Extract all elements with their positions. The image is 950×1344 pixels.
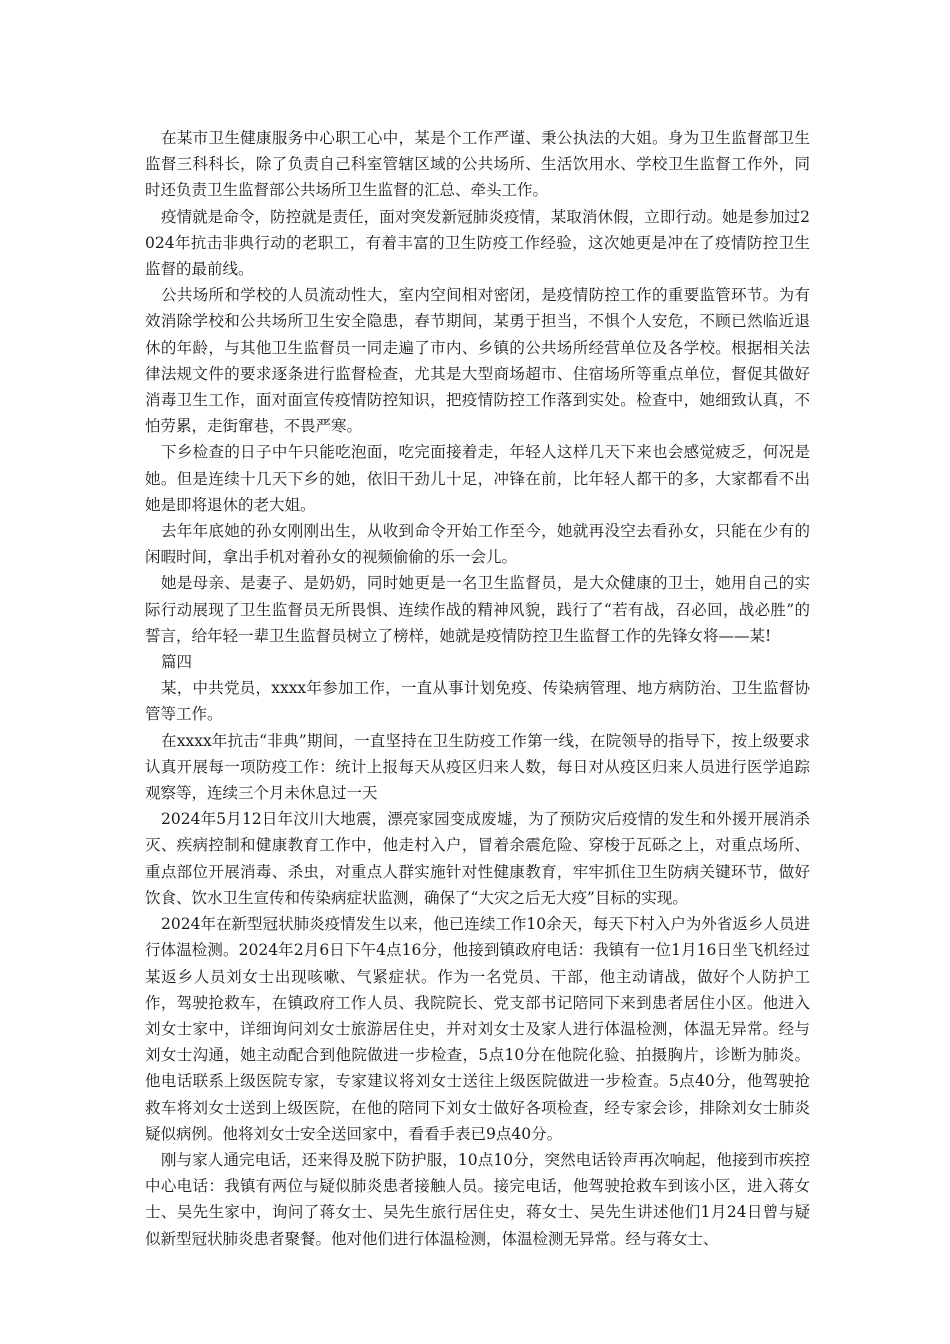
paragraph: 去年年底她的孙女刚刚出生，从收到命令开始工作至今，她就再没空去看孙女，只能在少有的闲暇时间，拿出手机对着孙女的视频偷偷的乐一会儿。	[145, 522, 810, 567]
paragraph: 她是母亲、是妻子、是奶奶，同时她更是一名卫生监督员，是大众健康的卫士，她用自己的实际行动展现了卫生监督员无所畏惧、连续作战的精神风貌，践行了“若有战，召必回，战必胜”的誓言，给年轻一辈卫生监督员树立了榜样，她就是疫情防控卫生监督工作的先锋女将——某!	[145, 574, 810, 645]
paragraph: 2024年在新型冠状肺炎疫情发生以来，他已连续工作10余天，每天下村入户为外省返乡人员进行体温检测。2024年2月6日下午4点16分，他接到镇政府电话：我镇有一位1月16日坐飞机经过某返乡人员刘女士出现咳嗽、气紧症状。作为一名党员、干部，他主动请战，做好个人防护工作，驾驶抢救车，在镇政府工作人员、我院院长、党支部书记陪同下来到患者居住小区。他进入刘女士家中，详细询问刘女士旅游居住史，并对刘女士及家人进行体温检测，体温无异常。经与刘女士沟通，她主动配合到他院做进一步检查，5点10分在他院化验、拍摄胸片，诊断为肺炎。他电话联系上级医院专家，专家建议将刘女士送往上级医院做进一步检查。5点40分，他驾驶抢救车将刘女士送到上级医院，在他的陪同下刘女士做好各项检查，经专家会诊，排除刘女士肺炎疑似病例。他将刘女士安全送回家中，看看手表已9点40分。	[145, 915, 810, 1143]
paragraph: 2024年5月12日年汶川大地震，漂亮家园变成废墟，为了预防灾后疫情的发生和外援开展消杀灭、疾病控制和健康教育工作中，他走村入户，冒着余震危险、穿梭于瓦砾之上，对重点场所、重点部位开展消毒、杀虫，对重点人群实施针对性健康教育，牢牢抓住卫生防病关键环节，做好饮食、饮水卫生宣传和传染病症状监测，确保了“大灾之后无大疫”目标的实现。	[145, 810, 810, 907]
paragraph: 刚与家人通完电话，还来得及脱下防护服，10点10分，突然电话铃声再次响起，他接到市疾控中心电话：我镇有两位与疑似肺炎患者接触人员。接完电话，他驾驶抢救车到该小区，进入蒋女士、吴先生家中，询问了蒋女士、吴先生旅行居住史，蒋女士、吴先生讲述他们1月24日曾与疑似新型冠状肺炎患者聚餐。他对他们进行体温检测，体温检测无异常。经与蒋女士、	[145, 1150, 810, 1248]
paragraph: 某，中共党员，xxxx年参加工作，一直从事计划免疫、传染病管理、地方病防治、卫生监督协管等工作。	[145, 679, 810, 724]
paragraph: 疫情就是命令，防控就是责任，面对突发新冠肺炎疫情，某取消休假，立即行动。她是参加过2024年抗击非典行动的老职工，有着丰富的卫生防疫工作经验，这次她更是冲在了疫情防控卫生监督的最前线。	[145, 207, 810, 279]
document-body	[145, 125, 810, 1252]
paragraph: 在某市卫生健康服务中心职工心中，某是个工作严谨、秉公执法的大姐。身为卫生监督部卫生监督三科科长，除了负责自己科室管辖区域的公共场所、生活饮用水、学校卫生监督工作外，同时还负责卫生监督部公共场所卫生监督的汇总、牵头工作。	[145, 129, 810, 200]
section-heading: 篇四	[161, 653, 193, 672]
paragraph: 下乡检查的日子中午只能吃泡面，吃完面接着走，年轻人这样几天下来也会感觉疲乏，何况是她。但是连续十几天下乡的她，依旧干劲儿十足，冲锋在前，比年轻人都干的多，大家都看不出她是即将退休的老大姐。	[145, 443, 810, 514]
paragraph: 在xxxx年抗击“非典”期间，一直坚持在卫生防疫工作第一线，在院领导的指导下，按上级要求认真开展每一项防疫工作：统计上报每天从疫区归来人数，每日对从疫区归来人员进行医学追踪观察等，连续三个月未休息过一天	[145, 731, 810, 803]
paragraph: 公共场所和学校的人员流动性大，室内空间相对密闭，是疫情防控工作的重要监管环节。为有效消除学校和公共场所卫生安全隐患，春节期间，某勇于担当，不惧个人安危，不顾已然临近退休的年龄，与其他卫生监督员一同走遍了市内、乡镇的公共场所经营单位及各学校。根据相关法律法规文件的要求逐条进行监督检查，尤其是大型商场超市、住宿场所等重点单位，督促其做好消毒卫生工作，面对面宣传疫情防控知识，把疫情防控工作落到实处。检查中，她细致认真，不怕劳累，走街窜巷，不畏严寒。	[145, 286, 810, 436]
